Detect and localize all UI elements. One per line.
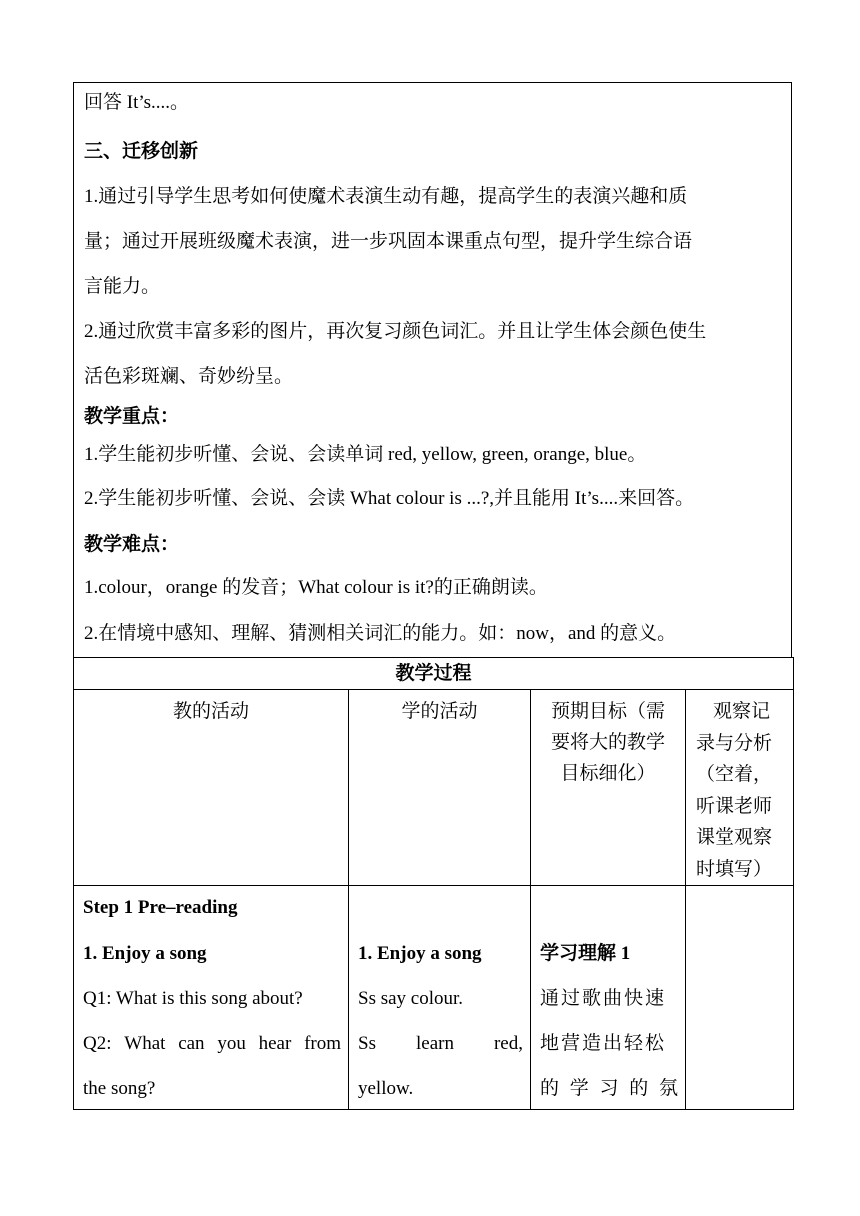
goal-line-3: 的 学 习 的 氛 [540,1078,678,1099]
para1-line1: 1.通过引导学生思考如何使魔术表演生动有趣，提高学生的表演兴趣和质 [84,186,688,207]
para1-line2: 量；通过开展班级魔术表演，进一步巩固本课重点句型，提升学生综合语 [84,231,693,252]
difficult-point-2: 2.在情境中感知、理解、猜测相关词汇的能力。如：now，and 的意义。 [84,623,677,644]
difficult-points-heading: 教学难点： [84,534,180,555]
student-line-2: Ss learn red, [358,1033,523,1054]
section-heading: 三、迁移创新 [84,141,199,162]
observation-cell [686,886,794,1110]
header-observation: 观察记 录与分析 （空着， 听课老师 课堂观察 时填写） [686,690,794,886]
header-teacher-activity: 教的活动 [74,690,349,886]
process-table [73,657,794,1110]
student-activity-cell [349,886,531,1110]
goal-heading: 学习理解 1 [540,943,631,964]
para2-line2: 活色彩斑斓、奇妙纷呈。 [84,366,294,387]
objectives-box [73,82,792,658]
teacher-activity-cell [74,886,349,1110]
key-points-heading: 教学重点： [84,406,180,427]
student-line-3: yellow. [358,1078,414,1099]
question-2: Q2: What can you hear from [83,1033,341,1054]
header-student-activity: 学的活动 [349,690,531,886]
para1-line3: 言能力。 [84,276,161,297]
expected-goal-cell [531,886,686,1110]
goal-line-1: 通过歌曲快速 [540,988,667,1009]
process-title: 教学过程 [74,658,794,690]
step-title: Step 1 Pre–reading [83,897,238,918]
question-2-continued: the song? [83,1078,156,1099]
student-line-1: Ss say colour. [358,988,464,1009]
teacher-activity-title: 1. Enjoy a song [83,943,207,964]
difficult-point-1: 1.colour，orange 的发音；What colour is it?的正确朗读。 [84,577,548,598]
key-point-1: 1.学生能初步听懂、会说、会读单词 red, yellow, green, orange, blue。 [84,444,647,465]
para2-line1: 2.通过欣赏丰富多彩的图片，再次复习颜色词汇。并且让学生体会颜色使生 [84,321,707,342]
goal-line-2: 地营造出轻松 [540,1033,667,1054]
answer-line: 回答 It’s....。 [84,92,190,113]
key-point-2: 2.学生能初步听懂、会说、会读 What colour is ...?,并且能用 It’s....来回答。 [84,488,695,509]
header-expected-goal: 预期目标（需 要将大的教学 目标细化） [531,690,686,886]
question-1: Q1: What is this song about? [83,988,303,1009]
student-activity-title: 1. Enjoy a song [358,943,482,964]
